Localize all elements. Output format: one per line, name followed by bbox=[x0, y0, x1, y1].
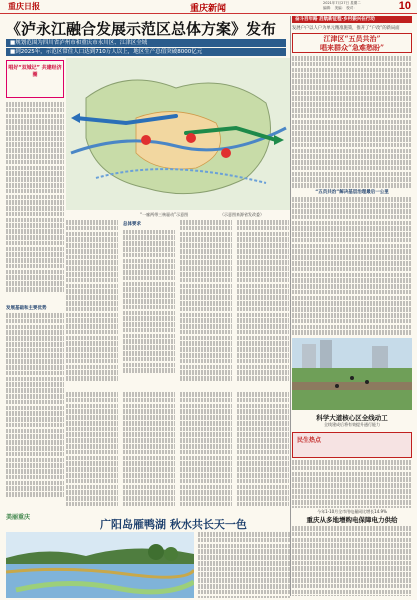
text-column bbox=[66, 392, 118, 508]
page-number: 10 bbox=[398, 0, 411, 12]
column-divider bbox=[290, 16, 291, 596]
lead-subhead-2: ■到2025年，示范区常住人口达到710万人以上，地区生产总值突破8000亿元 bbox=[6, 48, 286, 56]
body-text-block bbox=[6, 313, 64, 513]
text-column bbox=[123, 220, 175, 374]
masthead bbox=[0, 0, 417, 14]
section-head-1: 发展基础和主要优势 bbox=[6, 306, 47, 311]
right-bottom-body bbox=[292, 460, 412, 508]
map-source: （示意图来源省发改委） bbox=[220, 212, 264, 217]
text-column bbox=[180, 220, 232, 382]
right-headline-1: 江津区“五员共治” bbox=[323, 34, 381, 43]
map-caption: “一廊两带三核驱动”示意图 bbox=[140, 212, 189, 217]
power-body bbox=[292, 526, 412, 596]
lead-headline: 《泸永江融合发展示范区总体方案》发布 bbox=[6, 20, 277, 38]
text-column bbox=[237, 220, 289, 382]
text-column bbox=[123, 392, 175, 508]
photo-graphic bbox=[292, 338, 412, 410]
issue-info bbox=[323, 1, 391, 11]
left-column bbox=[6, 60, 64, 510]
right-headline-2: 唱来群众“急难愁盼” bbox=[319, 43, 385, 52]
quote-box: 唱好“双城记” 共建经济圈 bbox=[6, 60, 64, 98]
section-head-2: 总体要求 bbox=[123, 222, 141, 227]
section-title: 重庆新闻 bbox=[190, 4, 227, 14]
photo-caption-sub: 全线建成后将有效提升通行能力 bbox=[324, 422, 380, 427]
issue-date: 2021年7月27日 星期二 bbox=[323, 1, 361, 5]
right-body bbox=[292, 56, 412, 336]
power-kicker: 今年1-10月全市用电量同比增长14.9% bbox=[317, 509, 387, 514]
feature-headline: 广阳岛雁鸭湖 秋水共长天一色 bbox=[100, 518, 247, 531]
right-subhead: “五员共治”解决基层治理最后一公里 bbox=[315, 189, 389, 195]
editor-credits: 编辑： 美编： 校对： bbox=[323, 6, 357, 10]
body-text-block bbox=[6, 102, 64, 302]
lead-body-continued bbox=[66, 392, 290, 510]
text-column bbox=[237, 392, 289, 508]
section-tag-box bbox=[292, 432, 412, 458]
right-banner: 奋斗百年路 启航新征程·乡村振兴在行动 bbox=[292, 16, 412, 23]
lake-graphic bbox=[6, 532, 194, 598]
lead-subhead-1: ■规划范围为四川省泸州市和重庆市永川区、江津区全域 bbox=[6, 39, 286, 47]
map-graphic bbox=[66, 58, 290, 210]
lake-photo bbox=[6, 532, 194, 598]
region-map bbox=[66, 58, 290, 210]
text-column bbox=[180, 392, 232, 508]
text-column bbox=[66, 220, 118, 382]
lead-body bbox=[66, 220, 290, 390]
construction-photo bbox=[292, 338, 412, 410]
photo-caption-title: 科学大道核心区全线动工 bbox=[316, 414, 388, 422]
feature-body bbox=[198, 532, 290, 598]
right-headline-box bbox=[292, 33, 412, 53]
feature-tag: 美丽重庆 bbox=[6, 514, 31, 521]
section-tag: 民生热点 bbox=[297, 437, 322, 444]
newspaper-logo: 重庆日报 bbox=[8, 1, 40, 11]
power-headline: 重庆从多地增购电保障电力供给 bbox=[306, 516, 398, 524]
right-kicker: 发展户户以人户为单元精准施策，推开了“户改”的新局面 bbox=[292, 26, 400, 31]
